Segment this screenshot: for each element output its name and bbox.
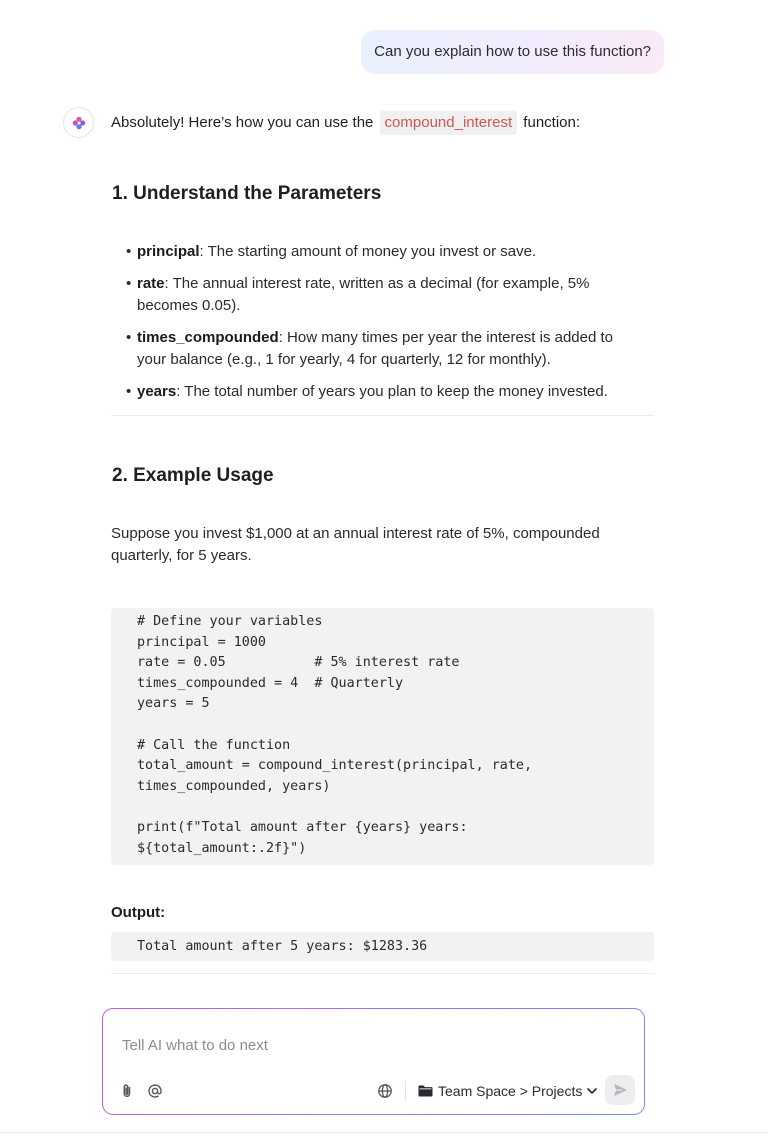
code-line — [137, 797, 654, 818]
list-item — [126, 241, 626, 263]
globe-icon[interactable] — [376, 1082, 394, 1100]
prompt-input[interactable] — [122, 1037, 602, 1054]
param-name: years — [137, 383, 177, 400]
param-desc: : The annual interest rate, written as a decimal (for example, 5% becomes 0.05). — [137, 275, 590, 314]
list-item — [126, 327, 626, 371]
param-name: rate — [137, 275, 165, 292]
section-heading-parameters: 1. Understand the Parameters — [112, 183, 382, 204]
code-line: principal = 1000 — [137, 634, 266, 650]
composer-inner — [103, 1009, 644, 1114]
assistant-intro — [111, 111, 580, 135]
code-line: total_amount = compound_interest(principal, rate, — [137, 758, 533, 774]
output-block: Total amount after 5 years: $1283.36 — [111, 932, 654, 961]
intro-suffix: function: — [519, 114, 581, 131]
code-line: times_compounded = 4 # Quarterly — [137, 675, 404, 691]
send-icon — [613, 1083, 628, 1097]
message-end-divider — [111, 973, 654, 974]
at-icon[interactable] — [146, 1082, 164, 1100]
code-line: # Call the function — [137, 737, 291, 753]
location-selector[interactable] — [418, 1080, 598, 1102]
chevron-down-icon — [586, 1087, 598, 1095]
code-block — [111, 608, 654, 865]
code-line: times_compounded, years) — [137, 778, 331, 794]
section-heading-example: 2. Example Usage — [112, 465, 274, 486]
code-line: rate = 0.05 # 5% interest rate — [137, 655, 460, 671]
param-name: principal — [137, 243, 200, 260]
composer — [102, 1008, 645, 1115]
code-line — [137, 715, 654, 736]
param-desc: : The total number of years you plan to keep the money invested. — [176, 383, 608, 400]
intro-prefix: Absolutely! Here’s how you can use the — [111, 114, 378, 131]
bottom-border — [0, 1132, 768, 1133]
param-desc: : The starting amount of money you invest or save. — [199, 243, 537, 260]
user-message-bubble — [361, 30, 664, 74]
location-label: Team Space > Projects — [438, 1083, 583, 1099]
send-button[interactable] — [605, 1075, 635, 1105]
inline-code-function-name: compound_interest — [380, 111, 518, 135]
code-line: print(f"Total amount after {years} years: — [137, 819, 468, 835]
user-message-text: Can you explain how to use this function? — [374, 43, 651, 60]
paperclip-icon[interactable] — [118, 1082, 136, 1100]
ai-logo-icon — [71, 115, 87, 131]
code-line: years = 5 — [137, 696, 210, 712]
code-line: ${total_amount:.2f}") — [137, 840, 307, 856]
toolbar-separator — [405, 1081, 406, 1101]
code-line: # Define your variables — [137, 614, 323, 629]
ai-avatar — [63, 107, 94, 138]
example-description: Suppose you invest $1,000 at an annual interest rate of 5%, compounded quarterly, for 5 years. — [111, 525, 600, 564]
section-divider — [111, 415, 654, 416]
param-name: times_compounded — [137, 329, 279, 346]
list-item — [126, 273, 626, 317]
parameter-list — [126, 241, 626, 413]
list-item — [126, 381, 626, 403]
output-label: Output: — [111, 904, 166, 921]
folder-icon — [418, 1085, 433, 1097]
param-desc: : How many times per year the interest is added to your balance (e.g., 1 for yearly, 4 for quarterly, 12 for monthly). — [137, 329, 614, 368]
